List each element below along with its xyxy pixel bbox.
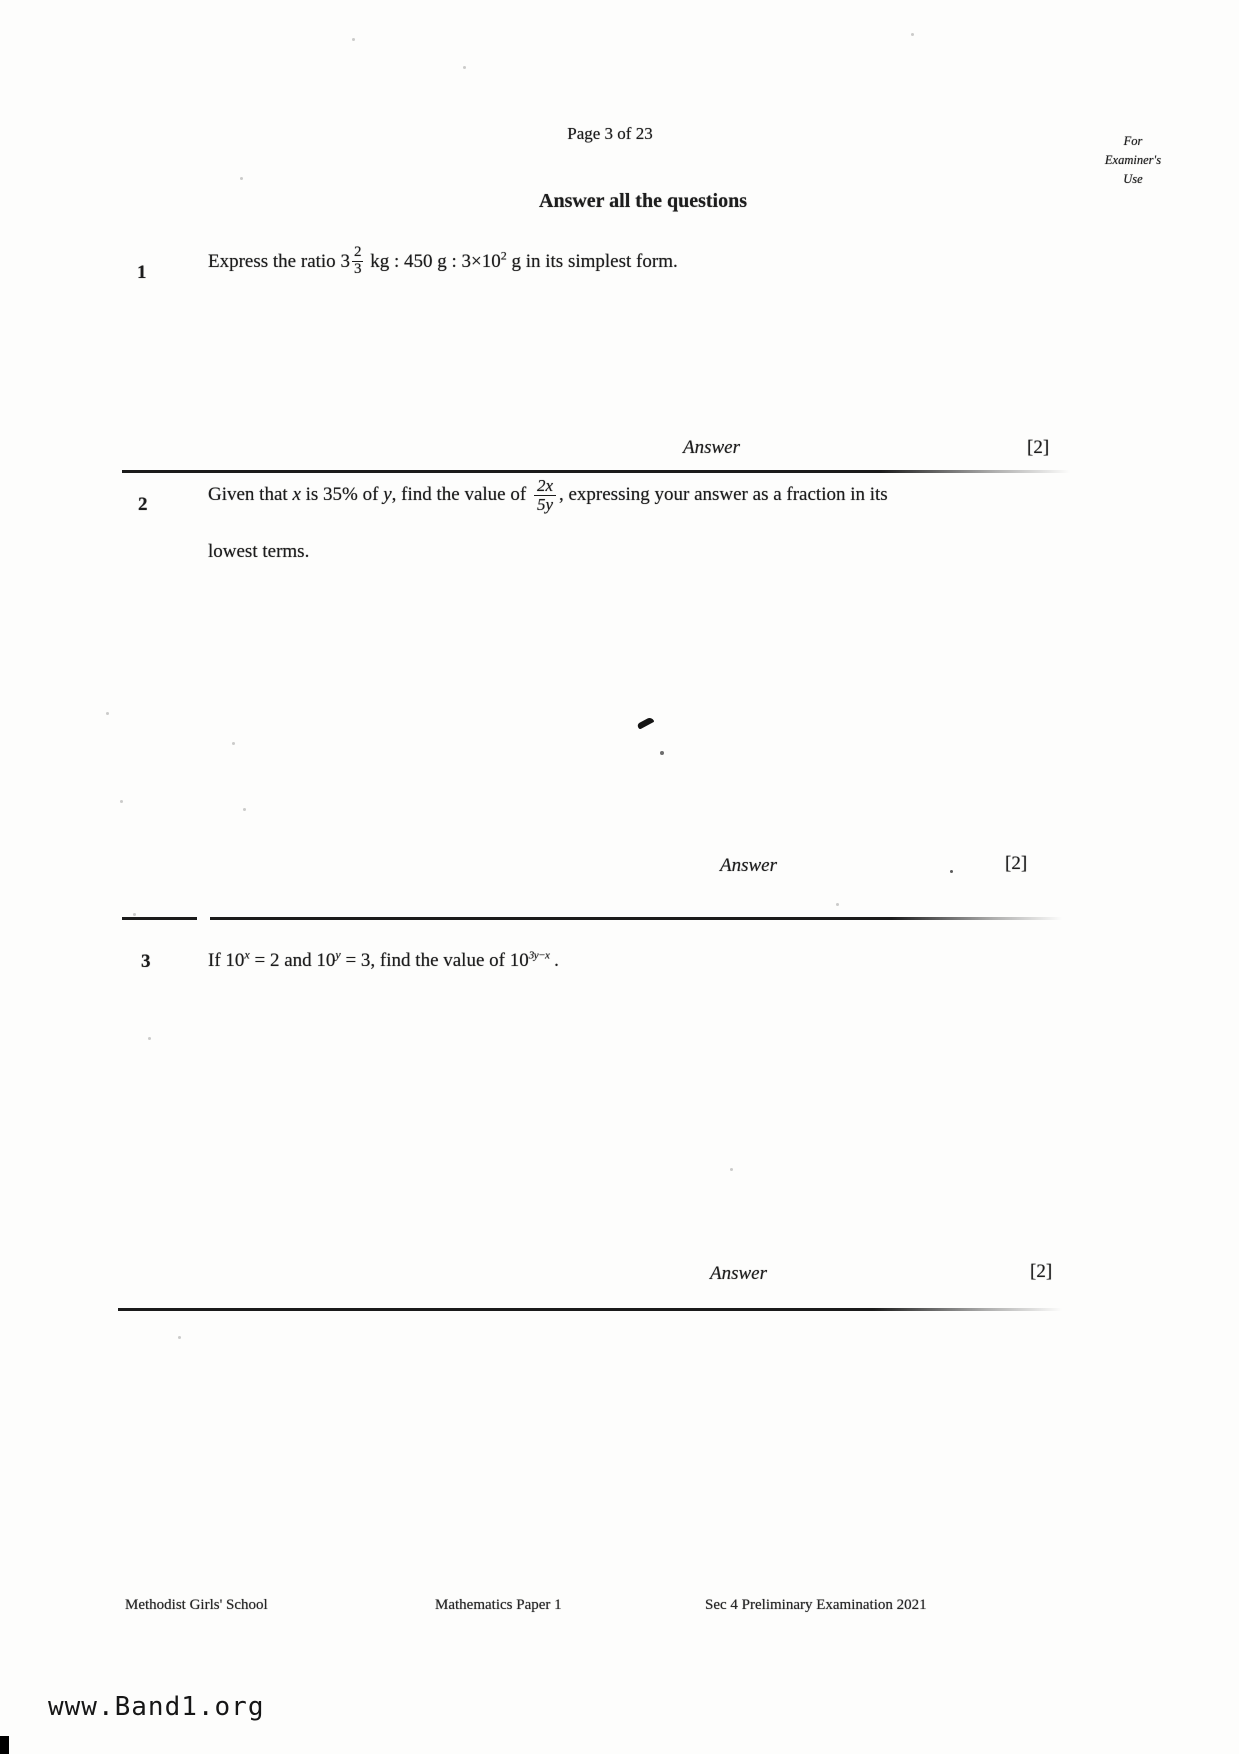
question-2-text-line1 (208, 477, 888, 514)
fraction-numerator: 2 (353, 244, 362, 260)
q2-fraction (534, 477, 556, 514)
q3-answer-rule (118, 1308, 1062, 1311)
fraction-denominator: 3 (353, 260, 362, 277)
mixed-number-fraction (352, 245, 364, 278)
examiner-note-line: Examiner's (1104, 152, 1162, 167)
q3-p2: = 2 and (249, 950, 317, 971)
pen-dot (660, 751, 664, 755)
q1-marks: [2] (1027, 437, 1050, 458)
scan-speck (106, 712, 109, 715)
examiner-note-line: Use (1123, 171, 1143, 186)
question-3-number: 3 (141, 951, 151, 972)
page-indicator: Page 3 of 23 (567, 124, 653, 143)
footer-school: Methodist Girls' School (125, 1597, 268, 1613)
stray-dot (950, 870, 953, 873)
q1-tail: g in its simplest form. (506, 250, 678, 272)
q2-var-y: y (383, 483, 392, 505)
q3-exponent-y: y (335, 947, 341, 962)
q2-l1c: , find the value of (391, 483, 531, 505)
question-2-number: 2 (138, 494, 148, 515)
q1-lead: Express the ratio (208, 250, 341, 272)
scan-speck (352, 38, 355, 41)
q2-marks: [2] (1005, 853, 1028, 874)
q3-p4: = 3, find the value of (340, 950, 510, 971)
pen-mark (637, 716, 655, 729)
q3-exponent-expr: 3y−x (528, 949, 550, 962)
q2-var-x: x (292, 483, 301, 505)
fraction-numerator: 2x (536, 476, 553, 495)
question-3-text (208, 947, 559, 972)
examiner-use-note (1088, 132, 1178, 188)
q2-answer-label: Answer (720, 855, 777, 876)
scan-speck (463, 66, 466, 69)
q3-p6: . (549, 950, 559, 971)
footer-exam: Sec 4 Preliminary Examination 2021 (705, 1597, 927, 1613)
scan-speck (232, 742, 235, 745)
examiner-note-line: For (1123, 134, 1143, 148)
q3-exponent-x: x (244, 947, 250, 962)
scan-speck (120, 800, 123, 803)
scan-speck (836, 903, 839, 906)
q2-answer-rule (210, 917, 1062, 920)
instruction-heading: Answer all the questions (539, 190, 747, 212)
q1-sci-exponent: 2 (500, 248, 507, 263)
watermark-url: www.Band1.org (48, 1692, 265, 1722)
question-2-text-line2: lowest terms. (208, 541, 310, 562)
scan-speck (133, 913, 136, 916)
q3-p5: 10 (509, 950, 529, 971)
q3-marks: [2] (1030, 1261, 1053, 1282)
scan-speck (240, 177, 243, 180)
question-1-number: 1 (137, 262, 147, 283)
q3-p3: 10 (316, 950, 336, 971)
question-1-text (208, 246, 678, 279)
scan-speck (911, 33, 914, 36)
scan-corner-artifact (0, 1736, 9, 1754)
fraction-denominator: 5y (534, 495, 556, 514)
q1-mixed-whole: 3 (340, 250, 350, 272)
q1-mid: kg : 450 g : (365, 250, 462, 272)
q2-l1b: is 35% of (300, 483, 384, 505)
q3-answer-label: Answer (710, 1263, 767, 1284)
q2-answer-rule-segment (122, 917, 197, 920)
q2-l1a: Given that (208, 483, 293, 505)
scan-speck (243, 808, 246, 811)
q2-l1d: , expressing your answer as a fraction in its (558, 483, 888, 505)
q1-answer-label: Answer (683, 437, 740, 458)
q1-answer-rule (122, 470, 1070, 473)
scan-speck (148, 1037, 151, 1040)
scan-speck (178, 1336, 181, 1339)
q3-p1: If 10 (208, 950, 245, 971)
footer-paper: Mathematics Paper 1 (435, 1597, 562, 1613)
q1-sci-base: 3×10 (461, 250, 501, 272)
scan-speck (730, 1168, 733, 1171)
